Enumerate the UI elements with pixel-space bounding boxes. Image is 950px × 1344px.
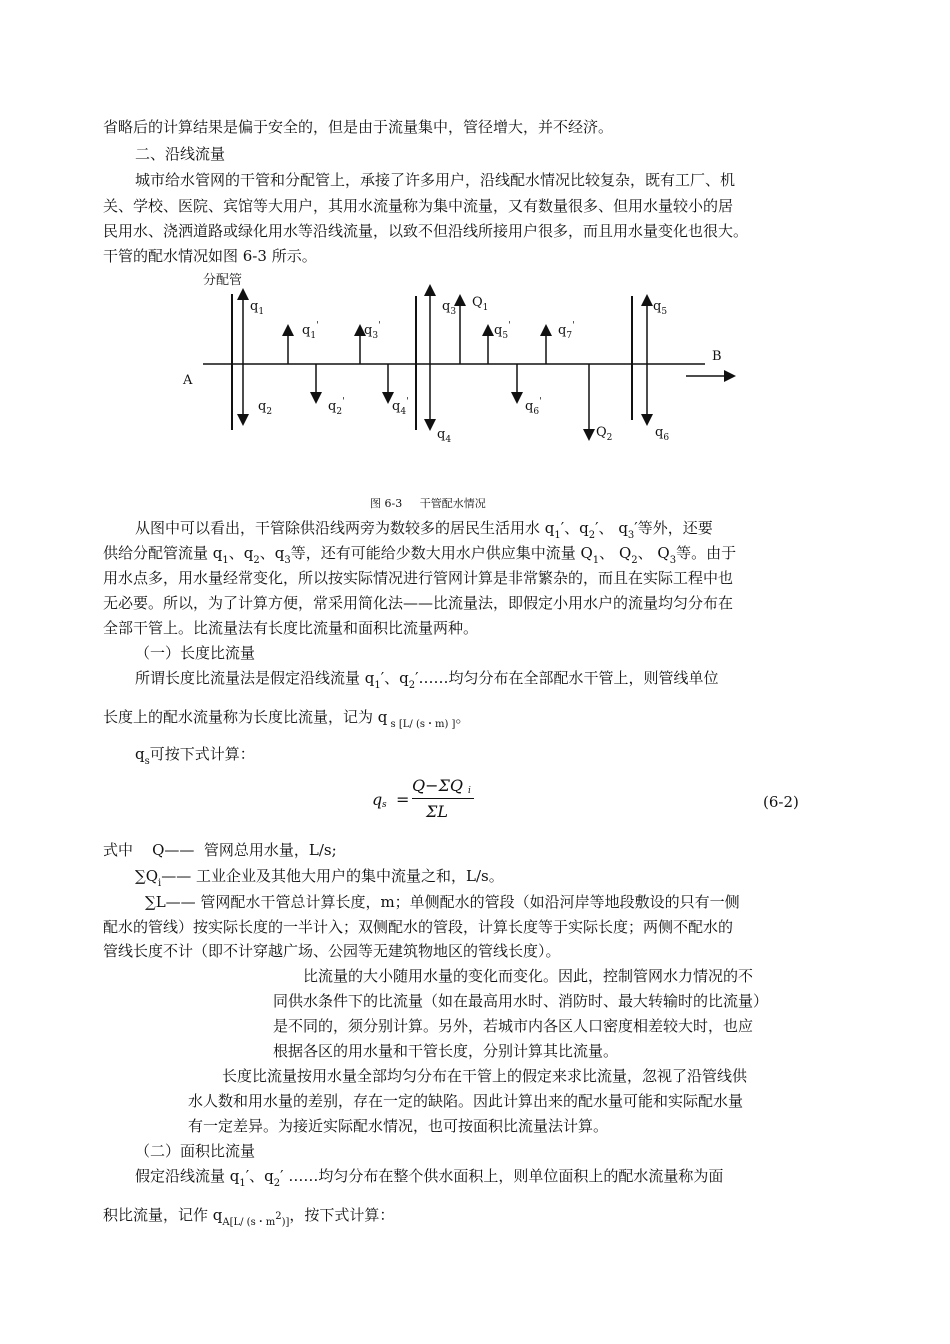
text-line: 无必要。所以，为了计算方便，常采用简化法——比流量法，即假定小用水户的流量均匀分布在: [103, 594, 734, 612]
fig-index: 1: [482, 303, 489, 313]
formula-num-sub: i: [468, 786, 471, 796]
fig-index: 2: [336, 407, 343, 417]
fraction-bar: [412, 798, 474, 799]
svg-text:q5': [494, 321, 511, 341]
fig-index: 3: [450, 307, 457, 317]
fig-label-q: q: [558, 323, 567, 338]
section-heading: （二）面积比流量: [135, 1142, 256, 1160]
fig-prime: ': [316, 321, 319, 331]
fig-prime: ': [539, 397, 542, 407]
text-line: 全部干管上。比流量法有长度比流量和面积比流量两种。: [103, 619, 479, 637]
text-line: 水人数和用水量的差别，存在一定的缺陷。因此计算出来的配水量可能和实际配水量: [188, 1092, 744, 1110]
text-line: 省略后的计算结果是偏于安全的，但是由于流量集中，管径增大，并不经济。: [103, 118, 614, 136]
text-line: 关、学校、医院、宾馆等大用户，其用水流量称为集中流量，又有数量很多、但用水量较小的居: [103, 197, 734, 215]
svg-text:q6: [655, 425, 669, 443]
formula-lhs: q: [372, 790, 383, 809]
svg-text:q1': [302, 321, 319, 341]
svg-text:q1: [250, 299, 264, 317]
fig-label-q: q: [328, 399, 337, 414]
text-line: 是不同的，须分别计算。另外，若城市内各区人口密度相差较大时，也应: [273, 1017, 754, 1035]
text-line: 用水点多，用水量经常变化，所以按实际情况进行管网计算是非常繁杂的，而且在实际工程中也: [103, 569, 734, 587]
text-line: 干管的配水情况如图 6-3 所示。: [103, 247, 317, 265]
text-line: ∑L—— 管网配水干管总计算长度，m；单侧配水的管段（如沿河岸等地段敷设的只有一侧: [145, 893, 740, 911]
svg-text:Q2: [596, 425, 612, 443]
point-b-label: B: [712, 349, 722, 364]
fig-label-q: q: [525, 399, 534, 414]
fig-index: 7: [566, 331, 573, 341]
svg-text:q4': [392, 397, 409, 417]
svg-text:Q1: [472, 295, 488, 313]
fig-label-q: q: [442, 299, 451, 314]
text-line: $\sum Q_i——$ 工业企业及其他大用户的集中流量之和，L/s。: [135, 867, 504, 889]
formula-eq: =: [396, 790, 410, 809]
svg-text:q5: [653, 299, 667, 317]
text-line: 长度比流量按用水量全部均匀分布在干管上的假定来求比流量，忽视了沿管线供: [222, 1067, 748, 1085]
text-line: 民用水、浇洒道路或绿化用水等沿线流量，以致不但沿线所接用户很多，而且用水量变化也很大。: [103, 222, 749, 240]
svg-text:q7': [558, 321, 575, 341]
formula-6-2: [368, 776, 488, 826]
fig-label-Q: Q: [472, 295, 483, 310]
fig-index: 3: [372, 331, 379, 341]
fig-index: 1: [258, 307, 265, 317]
svg-text:q3': [364, 321, 381, 341]
text-line: 管线长度不计（即不计穿越广场、公园等无建筑物地区的管线长度）。: [103, 942, 561, 960]
text-line: 式中 Q—— 管网总用水量，L/s;: [103, 841, 337, 859]
formula-lhs-sub: s: [382, 800, 387, 810]
svg-text:q3: [442, 299, 456, 317]
equation-number: (6-2): [763, 793, 799, 811]
fig-prime: ': [508, 321, 511, 331]
text-line: 城市给水管网的干管和分配管上，承接了许多用户，沿线配水情况比较复杂，既有工厂、机: [135, 171, 736, 189]
fig-index: 6: [533, 407, 540, 417]
text-line: $q_s$可按下式计算：: [135, 745, 255, 767]
fig-prime: ': [572, 321, 575, 331]
text-line: 从图中可以看出，干管除供沿线两旁为数较多的居民生活用水 $q_1'$、$q_2'$、 $q_3'$等外，还要: [135, 519, 713, 541]
svg-text:q2': [328, 397, 345, 417]
svg-text:q2: [258, 399, 272, 417]
fig-label-q: q: [250, 299, 259, 314]
formula-numerator: Q−ΣQ: [412, 776, 463, 795]
branch-label: 分配管: [203, 273, 243, 288]
text-line: 同供水条件下的比流量（如在最高用水时、消防时、最大转输时的比流量）: [273, 992, 769, 1010]
text-line: 所谓长度比流量法是假定沿线流量 $q_1'$、$q_2'\dots\dots$均匀分布在全部配水干管上，则管线单位: [135, 669, 719, 691]
point-a-label: A: [183, 373, 193, 388]
fig-label-q: q: [258, 399, 267, 414]
figure-caption: 图 6-3 干管配水情况: [370, 497, 486, 510]
pipe-distribution-figure: [0, 260, 950, 460]
fig-index: 1: [310, 331, 317, 341]
text-line: 长度上的配水流量称为长度比流量，记为 q $_{s [L/ (s・m) ]}$。: [103, 708, 471, 730]
section-heading: （一）长度比流量: [135, 644, 256, 662]
fig-label-q: q: [653, 299, 662, 314]
fig-label-q: q: [494, 323, 503, 338]
text-line: 供给分配管流量 $q_1$、$q_2$、$q_3$等，还有可能给少数大用水户供应集中流量 $Q_1$、 $Q_2$、 $Q_3$等。由于: [103, 544, 737, 566]
fig-index: 4: [400, 407, 407, 417]
section-heading: 二、沿线流量: [135, 145, 226, 163]
fig-prime: ': [342, 397, 345, 407]
fig-index: 5: [661, 307, 668, 317]
fig-label-q: q: [302, 323, 311, 338]
text-line: 配水的管线）按实际长度的一半计入；双侧配水的管段，计算长度等于实际长度；两侧不配水的: [103, 918, 734, 936]
fig-label-q: q: [437, 427, 446, 442]
text-line: 根据各区的用水量和干管长度，分别计算其比流量。: [273, 1042, 619, 1060]
text-line: 积比流量，记作 $q_{A[L/ (s・m}2_{)]}$，按下式计算：: [103, 1206, 395, 1228]
formula-denominator: ΣL: [426, 802, 448, 821]
fig-index: 2: [606, 433, 613, 443]
fig-label-q: q: [655, 425, 664, 440]
fig-index: 5: [502, 331, 509, 341]
svg-text:q4: [437, 427, 451, 445]
fig-index: 6: [663, 433, 670, 443]
fig-index: 2: [266, 407, 273, 417]
text-line: 有一定差异。为接近实际配水情况，也可按面积比流量法计算。: [188, 1117, 609, 1135]
fig-index: 4: [445, 435, 452, 445]
fig-label-q: q: [392, 399, 401, 414]
fig-prime: ': [406, 397, 409, 407]
svg-text:q6': [525, 397, 542, 417]
fig-label-Q: Q: [596, 425, 607, 440]
fig-prime: ': [378, 321, 381, 331]
text-line: 比流量的大小随用水量的变化而变化。因此，控制管网水力情况的不: [303, 967, 754, 985]
fig-label-q: q: [364, 323, 373, 338]
text-line: 假定沿线流量 $q_1'$、$q_2'$ ……均匀分布在整个供水面积上，则单位面积上的配水流量称为面: [135, 1167, 724, 1189]
